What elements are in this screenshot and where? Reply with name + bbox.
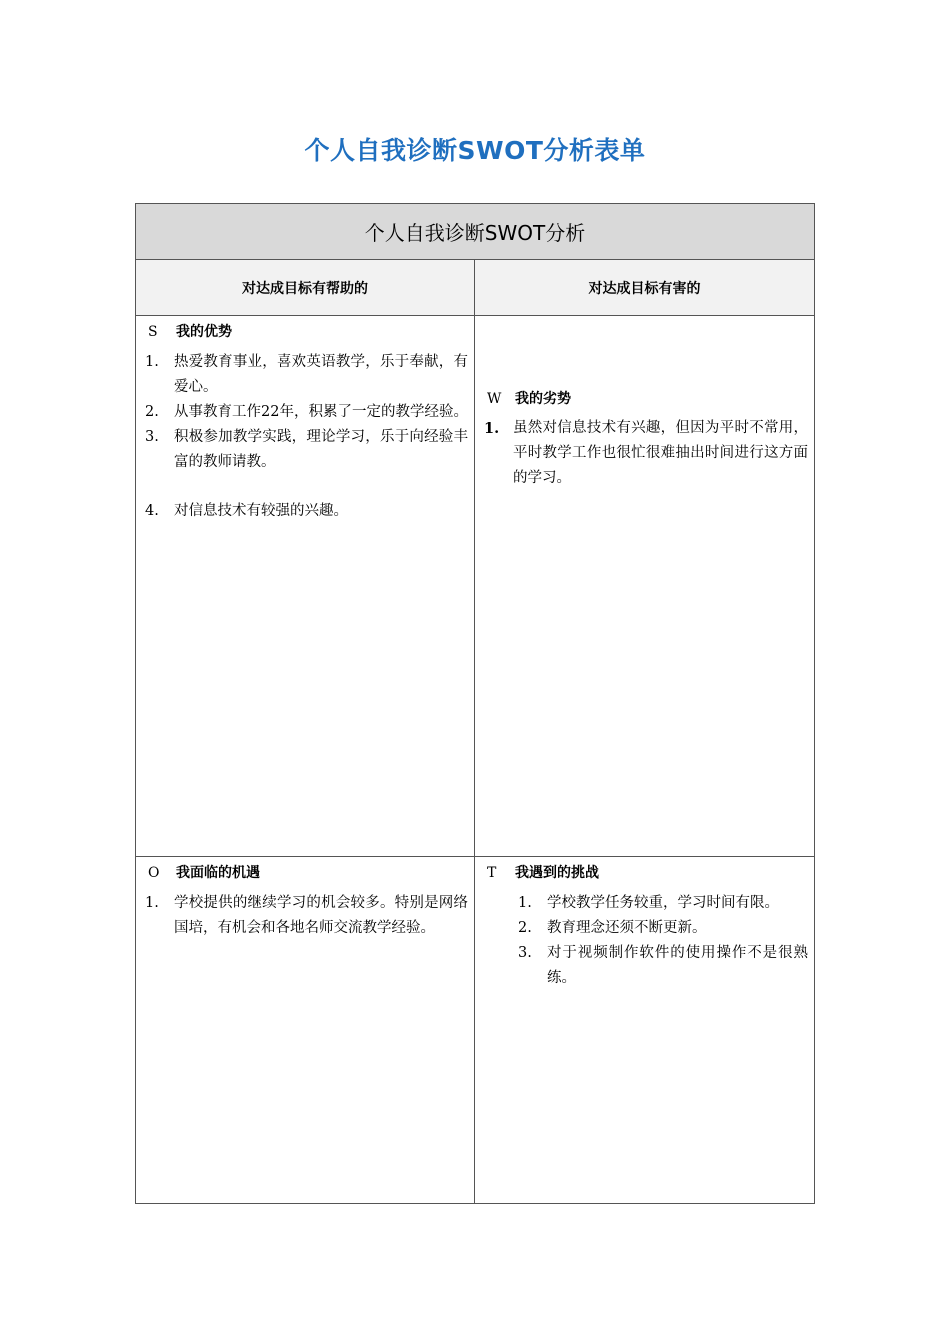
list-item	[136, 425, 474, 475]
list-item	[475, 416, 814, 491]
item-text: 教育理念还须不断更新。	[547, 920, 707, 936]
item-text: 学校教学任务较重，学习时间有限。	[547, 895, 779, 911]
weaknesses-cell	[475, 316, 814, 857]
item-text: 热爱教育事业，喜欢英语教学，乐于奉献，有爱心。	[174, 354, 468, 395]
threats-letter: T	[487, 865, 497, 881]
item-number: 1.	[145, 895, 159, 911]
strengths-letter: S	[148, 324, 158, 340]
strengths-heading	[148, 321, 232, 341]
item-text: 积极参加教学实践，理论学习，乐于向经验丰富的教师请教。	[174, 429, 468, 470]
opportunities-heading	[148, 862, 260, 882]
swot-table	[135, 203, 815, 1204]
list-item	[475, 891, 814, 916]
threats-heading	[487, 862, 599, 882]
column-header-harmful: 对达成目标有害的	[475, 260, 814, 316]
weaknesses-label: 我的劣势	[515, 391, 571, 407]
item-number: 1.	[145, 354, 159, 370]
list-item	[136, 400, 474, 425]
threats-list	[475, 891, 814, 991]
column-header-helpful: 对达成目标有帮助的	[136, 260, 475, 316]
item-number: 2.	[518, 920, 532, 936]
strengths-cell	[136, 316, 475, 857]
strengths-label: 我的优势	[176, 324, 232, 340]
item-number: 2.	[145, 404, 159, 420]
weaknesses-list	[475, 416, 814, 491]
list-item	[136, 499, 474, 524]
weaknesses-letter: W	[487, 391, 502, 407]
opportunities-label: 我面临的机遇	[176, 865, 260, 881]
item-text: 从事教育工作22年，积累了一定的教学经验。	[174, 404, 468, 420]
item-text: 虽然对信息技术有兴趣，但因为平时不常用，平时教学工作也很忙很难抽出时间进行这方面的学习。	[513, 420, 808, 486]
list-item	[475, 916, 814, 941]
threats-label: 我遇到的挑战	[515, 865, 599, 881]
opportunities-cell	[136, 857, 475, 1203]
item-number: 4.	[145, 503, 159, 519]
opportunities-letter: O	[148, 865, 160, 881]
weaknesses-heading	[487, 388, 571, 408]
threats-cell	[475, 857, 814, 1203]
strengths-list	[136, 350, 474, 524]
item-text: 对信息技术有较强的兴趣。	[174, 503, 348, 519]
table-header: 个人自我诊断SWOT分析	[136, 204, 814, 260]
item-number: 3.	[518, 945, 532, 961]
item-number: 1.	[484, 420, 500, 437]
opportunities-list	[136, 891, 474, 941]
list-item	[475, 941, 814, 991]
list-item	[136, 350, 474, 400]
list-item	[136, 891, 474, 941]
item-number: 1.	[518, 895, 532, 911]
item-text: 学校提供的继续学习的机会较多。特别是网络国培，有机会和各地名师交流教学经验。	[174, 895, 468, 936]
page-title: 个人自我诊断SWOT分析表单	[304, 136, 646, 165]
item-text: 对于视频制作软件的使用操作不是很熟练。	[547, 945, 808, 986]
item-number: 3.	[145, 429, 159, 445]
